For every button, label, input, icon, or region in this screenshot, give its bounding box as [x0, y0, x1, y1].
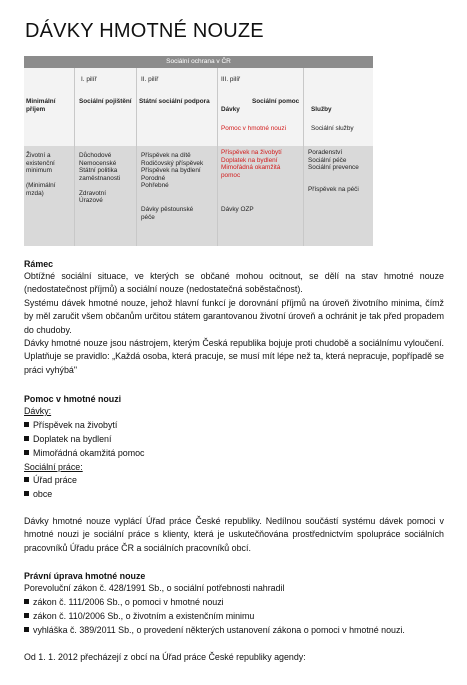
social-services: Sociální služby	[311, 125, 354, 132]
col2-item: Příspěvek na dítě	[141, 152, 191, 159]
col-social-insurance-head: Sociální pojištění	[79, 98, 132, 105]
col3-red-item: Příspěvek na živobytí	[221, 149, 282, 156]
row-label-line: minimum	[26, 167, 52, 174]
paragraph: Systému dávek hmotné nouze, jehož hlavní funkcí je dorovnání příjmů na úroveň životního minima, čímž by měl zaručit všem občanům určitou státem garantovanou životní úroveň a ochránit je tak před propadem do chudoby.	[24, 298, 444, 335]
bullet-icon	[24, 422, 29, 427]
col4-item: Sociální prevence	[308, 164, 359, 171]
row-label-line: (Minimální	[26, 182, 56, 189]
col1-item: zaměstnanosti	[79, 174, 121, 182]
row-head-line: Minimální	[26, 98, 56, 105]
material-need-help: Pomoc v hmotné nouzi	[221, 125, 287, 132]
section-heading-pravni: Právní úprava hmotné nouze	[24, 571, 146, 581]
pillar-1-label: I. pilíř	[81, 76, 97, 83]
col2-item: Dávky pěstounské	[141, 206, 194, 213]
col1-item: Zdravotní	[79, 189, 106, 197]
col-services-head: Služby	[311, 106, 332, 113]
row-head-line: příjem	[26, 106, 46, 113]
column-divider	[303, 68, 304, 246]
list-item: obce	[24, 488, 52, 501]
pillar-3-label: III. pilíř	[221, 76, 241, 83]
col4-item: Sociální péče	[308, 156, 347, 164]
col4-item: Poradenství	[308, 149, 343, 156]
law-last-line: Od 1. 1. 2012 přecházejí z obcí na Úřad práce České republiky agendy:	[24, 652, 306, 662]
section-heading-ramec: Rámec	[24, 259, 54, 269]
row-label-line: Životní a	[26, 152, 51, 159]
list-item: vyhláška č. 389/2011 Sb., o provedení některých ustanovení zákona o pomoci v hmotné nouzi.	[24, 624, 444, 637]
col1-item: Státní politika	[79, 167, 118, 174]
col2-item: Porodné	[141, 174, 166, 182]
pillar-2-label: II. pilíř	[141, 76, 159, 83]
col3-red-item: Mimořádná okamžitá	[221, 164, 281, 171]
social-work-label: Sociální práce:	[24, 462, 83, 472]
bullet-icon	[24, 599, 29, 604]
bullet-icon	[24, 627, 29, 632]
list-item: Mimořádná okamžitá pomoc	[24, 447, 144, 460]
column-divider	[217, 68, 218, 246]
paragraph: Obtížné sociální situace, ve kterých se občané mohou ocitnout, se dělí na stav hmotné nouze (nedostatečnost příjmů) a sociální nouze (nedostatečná soběstačnost).	[24, 271, 444, 295]
paragraph: Dávky hmotné nouze jsou nástrojem, kterým Česká republika bojuje proti chudobě a sociálnímu vyloučení. Uplatňuje se pravidlo: „Každá osoba, která pracuje, se musí mít lépe než ta, která nepracuje, popřípadě se práci vyhýbá"	[24, 338, 444, 375]
list-item: zákon č. 110/2006 Sb., o životním a existenčním minimu	[24, 610, 254, 623]
col-social-assistance-head: Sociální pomoc	[252, 98, 300, 105]
paragraph: Dávky hmotné nouze vyplácí Úřad práce České republiky. Nedílnou součástí systému dávek pomoci v hmotné nouzi je sociální práce s klienty, která je uskutečňována prostřednictvím spolupráce sociálních pracovníků Úřadu práce ČR a sociálních pracovníků obcí.	[24, 516, 444, 553]
bullet-icon	[24, 450, 29, 455]
bullet-icon	[24, 436, 29, 441]
bullet-icon	[24, 477, 29, 482]
col1-item: Úrazové	[79, 197, 103, 204]
bullet-icon	[24, 491, 29, 496]
list-item: Doplatek na bydlení	[24, 433, 111, 446]
col1-item: Nemocenské	[79, 159, 117, 167]
col3-red-item: pomoc	[221, 171, 241, 179]
col-state-support-head: Státní sociální podpora	[139, 98, 210, 105]
row-label-line: existenční	[26, 159, 55, 167]
col3-red-item: Doplatek na bydlení	[221, 156, 278, 164]
column-divider	[136, 68, 137, 246]
col-benefits-head: Dávky	[221, 106, 240, 113]
list-item: Úřad práce	[24, 474, 77, 487]
col2-item: péče	[141, 213, 155, 221]
column-divider	[74, 68, 75, 246]
list-item: zákon č. 111/2006 Sb., o pomoci v hmotné nouzi	[24, 596, 224, 609]
col2-item: Pohřebné	[141, 182, 169, 189]
table-header: Sociální ochrana v ČR	[24, 56, 373, 68]
col2-item: Příspěvek na bydlení	[141, 167, 201, 174]
section-heading-pomoc: Pomoc v hmotné nouzi	[24, 394, 122, 404]
bullet-icon	[24, 613, 29, 618]
col4-item: Příspěvek na péči	[308, 186, 359, 193]
social-protection-table	[24, 56, 373, 246]
col3-ozp-item: Dávky OZP	[221, 206, 254, 213]
col2-item: Rodičovský příspěvek	[141, 159, 204, 167]
benefits-label: Dávky:	[24, 406, 52, 416]
col1-item: Důchodové	[79, 152, 112, 159]
page-title: DÁVKY HMOTNÉ NOUZE	[25, 20, 264, 42]
law-intro: Porevoluční zákon č. 428/1991 Sb., o sociální potřebnosti nahradil	[24, 583, 285, 593]
row-label-line: mzda)	[26, 189, 44, 197]
list-item: Příspěvek na živobytí	[24, 419, 117, 432]
